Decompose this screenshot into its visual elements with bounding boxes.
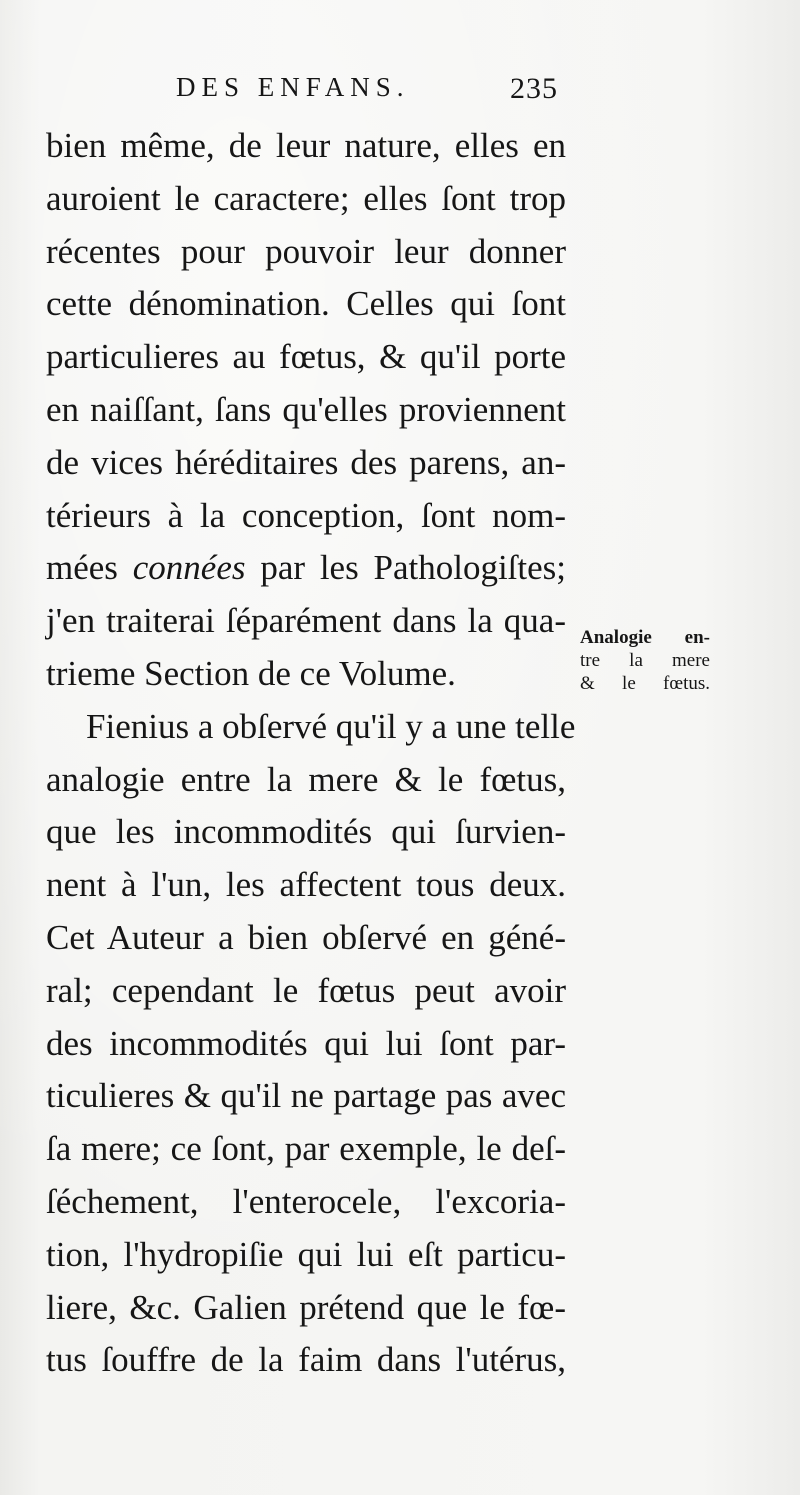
text-line-3: récentes pour pouvoir leur donner [46,231,566,271]
text-line-19: ticulieres & qu'il ne partage pas avec [46,1076,566,1116]
margin-note-line-3: & le fœtus. [580,673,710,694]
text-line-23: liere, &c. Galien prétend que le fœ- [46,1287,566,1327]
running-title: DES ENFANS. [176,72,410,102]
text-line-18: des incommodités qui lui ſont par- [46,1023,566,1063]
text-line-11: trieme Section de ce Volume. [46,653,456,693]
margin-note-line-2: tre la mere [580,650,710,671]
text-line-9-end: par les Pathologiſtes; [260,548,567,588]
text-line-9 [46,542,566,595]
text-line-22: tion, l'hydropiſie qui lui eſt particu- [46,1234,566,1274]
text-line-2: auroient le caractere; elles ſont trop [46,178,566,218]
text-line-12: Fienius a obſervé qu'il y a une telle [86,706,576,746]
text-line-15: nent à l'un, les affectent tous deux. [46,865,566,905]
text-line-17: ral; cependant le fœtus peut avoir [46,970,566,1010]
text-line-13: analogie entre la mere & le fœtus, [46,759,566,799]
text-line-6: en naiſſant, ſans qu'elles proviennent [46,389,566,429]
main-text [46,120,576,1387]
italic-term: connées [132,548,246,588]
text-line-5: particulieres au fœtus, & qu'il porte [46,337,566,377]
page-number: 235 [510,72,558,105]
text-line-1: bien même, de leur nature, elles en [46,126,566,165]
text-line-8: térieurs à la conception, ſont nom- [46,495,566,535]
text-line-10: j'en traiterai ſéparément dans la qua- [46,601,566,641]
text-line-9-start: mées [46,548,118,588]
text-line-14: que les incommodités qui ſurvien- [46,812,566,852]
text-line-7: de vices héréditaires des parens, an- [46,442,566,482]
margin-note-line-1: Analogie en- [580,627,710,648]
text-line-4: cette dénomination. Celles qui ſont [46,284,566,324]
text-line-20: ſa mere; ce ſont, par exemple, le deſ- [46,1129,566,1169]
running-head [176,68,576,112]
text-line-24: tus ſouffre de la faim dans l'utérus, [46,1340,566,1380]
text-line-16: Cet Auteur a bien obſervé en géné- [46,917,566,957]
text-line-21: ſéchement, l'enterocele, l'excoria- [46,1181,566,1221]
margin-note [580,626,710,695]
